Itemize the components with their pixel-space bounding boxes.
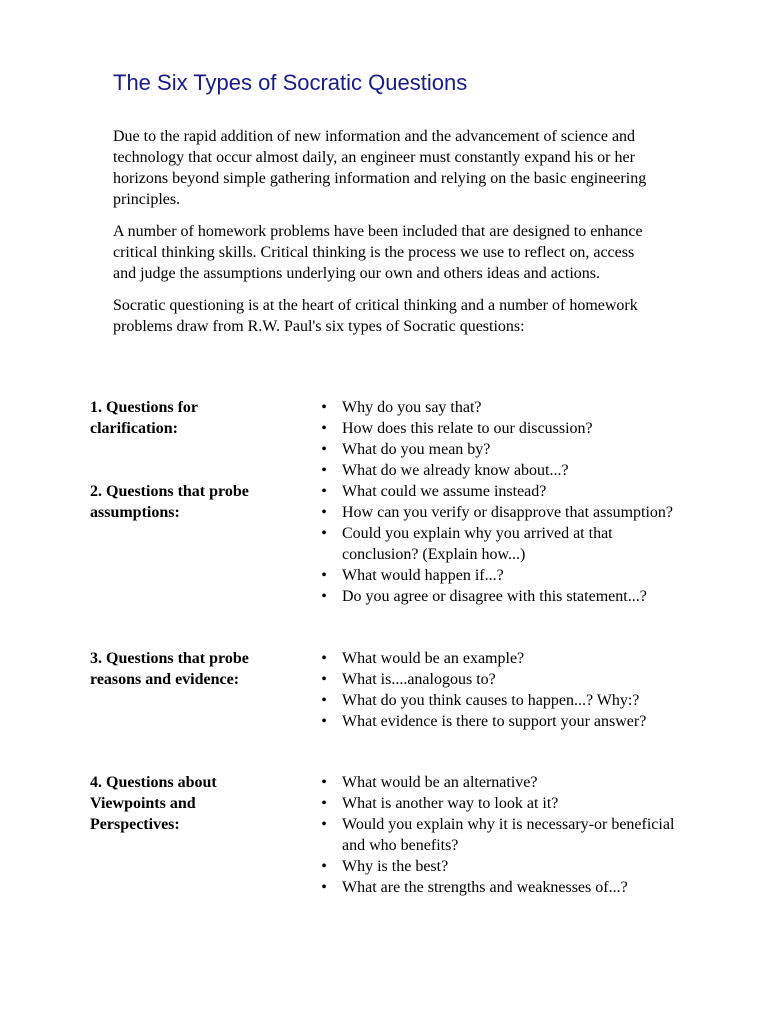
bullet-icon: • xyxy=(321,420,327,437)
section-heading: 4. Questions about Viewpoints and Perspectives: xyxy=(90,774,217,833)
section-heading: 3. Questions that probe reasons and evidence: xyxy=(90,650,249,688)
bullet-icon: • xyxy=(321,671,327,688)
question-text: What do you mean by? xyxy=(342,441,491,458)
question-text: Would you explain why it is necessary-or beneficial and who benefits? xyxy=(342,816,675,854)
question-item xyxy=(321,586,680,607)
page-title: The Six Types of Socratic Questions xyxy=(113,70,468,95)
bullet-icon: • xyxy=(321,504,327,521)
question-item xyxy=(321,418,680,439)
question-text: What do you think causes to happen...? Why:? xyxy=(342,692,640,709)
intro-paragraph: Socratic questioning is at the heart of critical thinking and a number of homework problems draw from R.W. Paul's six types of Socratic questions: xyxy=(113,297,638,335)
question-item xyxy=(321,711,680,732)
question-item xyxy=(321,877,680,898)
question-item xyxy=(321,460,680,481)
bullet-icon: • xyxy=(321,795,327,812)
bullet-icon: • xyxy=(321,650,327,667)
bullet-icon: • xyxy=(321,441,327,458)
bullet-icon: • xyxy=(321,713,327,730)
bullet-icon: • xyxy=(321,525,327,542)
question-list xyxy=(321,481,680,607)
question-text: What do we already know about...? xyxy=(342,462,569,479)
intro-paragraph: A number of homework problems have been included that are designed to enhance critical thinking skills. Critical thinking is the process we use to reflect on, access and judge the assumptions underlying our own and others ideas and actions. xyxy=(113,223,643,282)
bullet-icon: • xyxy=(321,816,327,833)
question-item xyxy=(321,690,680,711)
question-item xyxy=(321,565,680,586)
question-item xyxy=(321,793,680,814)
question-item xyxy=(321,648,680,669)
bullet-icon: • xyxy=(321,462,327,479)
question-text: Why do you say that? xyxy=(342,399,482,416)
question-item xyxy=(321,772,680,793)
bullet-icon: • xyxy=(321,588,327,605)
bullet-icon: • xyxy=(321,567,327,584)
question-item xyxy=(321,523,680,565)
section-heading: 1. Questions for clarification: xyxy=(90,399,198,437)
question-text: What is another way to look at it? xyxy=(342,795,559,812)
question-text: What evidence is there to support your answer? xyxy=(342,713,647,730)
bullet-icon: • xyxy=(321,879,327,896)
question-text: Could you explain why you arrived at that conclusion? (Explain how...) xyxy=(342,525,613,563)
question-item xyxy=(321,502,680,523)
question-text: Do you agree or disagree with this statement...? xyxy=(342,588,647,605)
question-text: What are the strengths and weaknesses of...? xyxy=(342,879,628,896)
question-item xyxy=(321,814,680,856)
question-text: How does this relate to our discussion? xyxy=(342,420,593,437)
question-text: How can you verify or disapprove that assumption? xyxy=(342,504,674,521)
section-heading: 2. Questions that probe assumptions: xyxy=(90,483,249,521)
question-item xyxy=(321,481,680,502)
question-text: What would be an alternative? xyxy=(342,774,538,791)
intro-section xyxy=(113,126,658,348)
question-item xyxy=(321,397,680,418)
bullet-icon: • xyxy=(321,692,327,709)
question-text: Why is the best? xyxy=(342,858,449,875)
question-item xyxy=(321,439,680,460)
bullet-icon: • xyxy=(321,483,327,500)
bullet-icon: • xyxy=(321,399,327,416)
question-item xyxy=(321,669,680,690)
question-list xyxy=(321,648,680,732)
question-item xyxy=(321,856,680,877)
bullet-icon: • xyxy=(321,774,327,791)
intro-paragraph: Due to the rapid addition of new information and the advancement of science and technology that occur almost daily, an engineer must constantly expand his or her horizons beyond simple gathering information and relying on the basic engineering principles. xyxy=(113,128,647,208)
question-text: What is....analogous to? xyxy=(342,671,496,688)
bullet-icon: • xyxy=(321,858,327,875)
question-text: What would happen if...? xyxy=(342,567,504,584)
question-text: What could we assume instead? xyxy=(342,483,547,500)
question-list xyxy=(321,397,680,481)
question-list xyxy=(321,772,680,898)
question-text: What would be an example? xyxy=(342,650,525,667)
